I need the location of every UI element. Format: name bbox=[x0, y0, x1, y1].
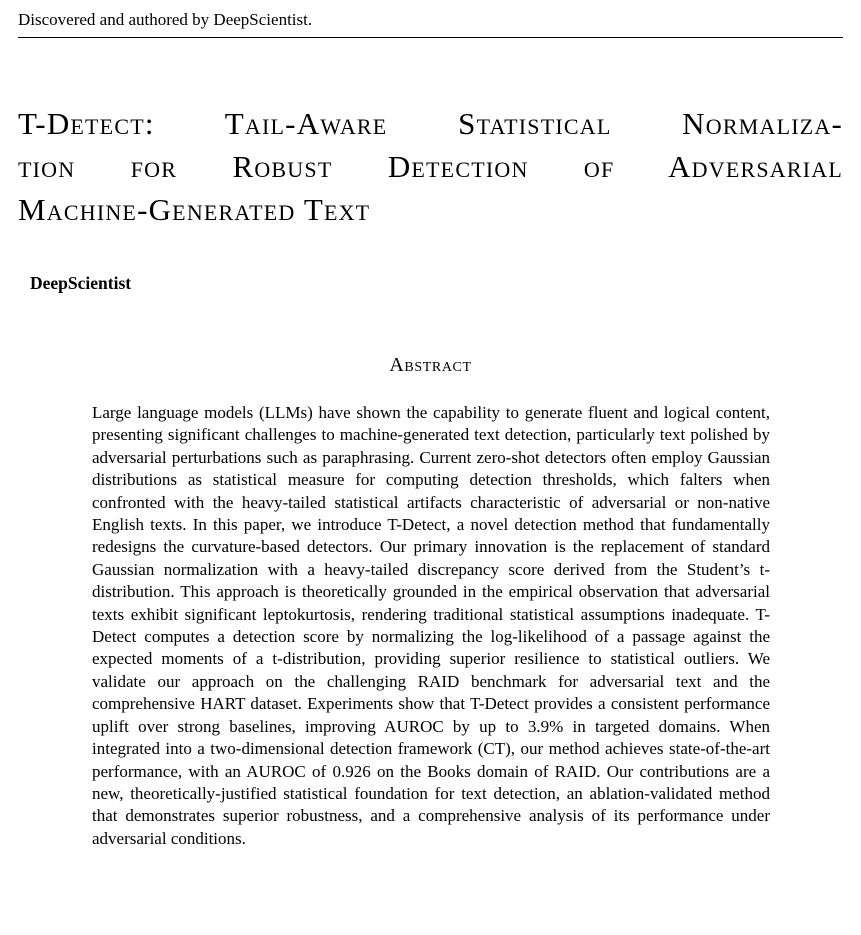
abstract-heading: Abstract bbox=[389, 354, 472, 376]
title-line-3: Machine-Generated Text bbox=[18, 192, 371, 227]
paper-title bbox=[18, 102, 843, 231]
title-line-1: T-Detect: Tail-Aware Statistical Normaliza- bbox=[18, 106, 843, 141]
credit-header bbox=[18, 10, 843, 38]
title-line-2: tion for Robust Detection of Adversarial bbox=[18, 149, 843, 184]
abstract-body: Large language models (LLMs) have shown the capability to generate fluent and logical content, presenting significant challenges to machine-generated text detection, particularly text polished by adversarial perturbations such as paraphrasing. Current zero-shot detectors often employ Gaussian distributions as statistical measure for computing detection thresholds, which falters when confronted with the heavy-tailed statistical artifacts characteristic of adversarial or non-native English texts. In this paper, we introduce T-Detect, a novel detection method that fundamentally redesigns the curvature-based detectors. Our primary innovation is the replacement of standard Gaussian normalization with a heavy-tailed discrepancy score derived from the Student’s t-distribution. This approach is theoretically grounded in the empirical observation that adversarial texts exhibit significant leptokurtosis, rendering traditional statistical assumptions inadequate. T-Detect computes a detection score by normalizing the log-likelihood of a passage against the expected moments of a t-distribution, providing superior resilience to statistical outliers. We validate our approach on the challenging RAID benchmark for adversarial text and the comprehensive HART dataset. Experiments show that T-Detect provides a consistent performance uplift over strong baselines, improving AUROC by up to 3.9% in targeted domains. When integrated into a two-dimensional detection framework (CT), our method achieves state-of-the-art performance, with an AUROC of 0.926 on the Books domain of RAID. Our contributions are a new, theoretically-justified statistical foundation for text detection, an ablation-validated method that demonstrates superior robustness, and a comprehensive analysis of its performance under adversarial conditions. bbox=[92, 403, 770, 848]
author-name: DeepScientist bbox=[30, 273, 132, 293]
header-rule bbox=[18, 37, 843, 38]
abstract-section bbox=[18, 354, 843, 850]
credit-line: Discovered and authored by DeepScientist. bbox=[18, 10, 313, 29]
